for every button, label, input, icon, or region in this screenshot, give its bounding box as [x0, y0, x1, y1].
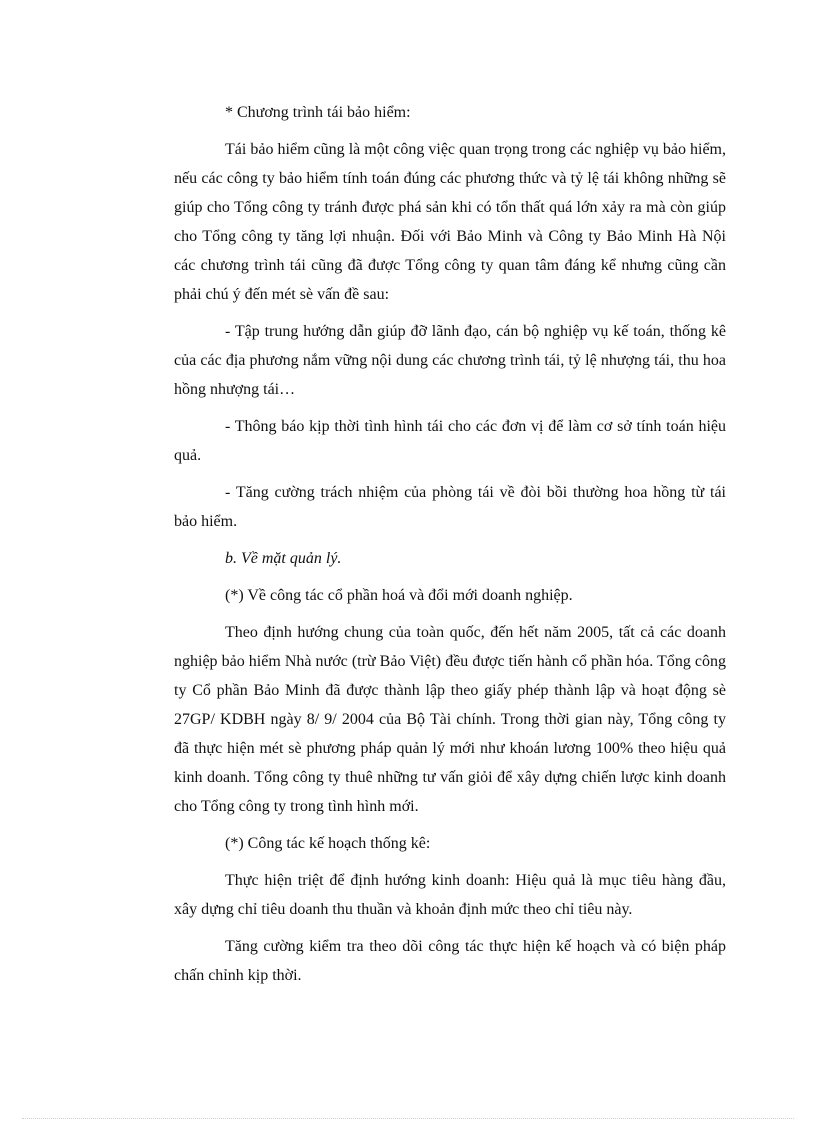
bullet-training: - Tập trung hướng dẫn giúp đỡ lãnh đạo, cán bộ nghiệp vụ kế toán, thống kê của các địa phương nắm vững nội dung các chương trình tái, tỷ lệ nhượng tái, thu hoa hồng nhượng tái… [174, 323, 726, 398]
paragraph-equitization: Theo định hướng chung của toàn quốc, đến hết năm 2005, tất cả các doanh nghiệp bảo hiểm Nhà nước (trừ Bảo Việt) đều được tiến hành cổ phần hóa. Tổng công ty Cổ phần Bảo Minh đã được thành lập theo giấy phép thành lập và hoạt động sè 27GP/ KDBH ngày 8/ 9/ 2004 của Bộ Tài chính. Trong thời gian này, Tổng công ty đã thực hiện mét sè phương pháp quản lý mới như khoán lương 100% theo hiệu quả kinh doanh. Tổng công ty thuê những tư vấn giỏi để xây dựng chiến lược kinh doanh cho Tổng công ty trong tình hình mới. [174, 624, 726, 815]
subheading-equitization: (*) Về công tác cổ phần hoá và đổi mới doanh nghiệp. [225, 587, 573, 604]
page-bottom-divider [22, 1118, 794, 1119]
bullet-responsibility: - Tăng cường trách nhiệm của phòng tái về đòi bồi thường hoa hồng từ tái bảo hiểm. [174, 484, 726, 530]
paragraph-reinsurance-intro: Tái bảo hiểm cũng là một công việc quan trọng trong các nghiệp vụ bảo hiểm, nếu các công ty bảo hiểm tính toán đúng các phương thức và tỷ lệ tái không những sẽ giúp cho Tổng công ty tránh được phá sản khi có tổn thất quá lớn xảy ra mà còn giúp cho Tổng công ty tăng lợi nhuận. Đối với Bảo Minh và Công ty Bảo Minh Hà Nội các chương trình tái cũng đã được Tổng công ty quan tâm đáng kể nhưng cũng cần phải chú ý đến mét sè vấn đề sau: [174, 141, 726, 303]
section-heading-reinsurance: * Chương trình tái bảo hiểm: [225, 104, 411, 121]
paragraph-business-orientation: Thực hiện triệt để định hướng kinh doanh: Hiệu quả là mục tiêu hàng đầu, xây dựng chỉ tiêu doanh thu thuần và khoản định mức theo chỉ tiêu này. [174, 872, 726, 918]
bullet-reporting: - Thông báo kịp thời tình hình tái cho các đơn vị để làm cơ sở tính toán hiệu quả. [174, 418, 726, 464]
subheading-planning-statistics: (*) Công tác kế hoạch thống kê: [225, 835, 431, 852]
subsection-heading-management: b. Về mặt quản lý. [225, 550, 342, 567]
page-content [174, 98, 726, 998]
paragraph-inspection: Tăng cường kiểm tra theo dõi công tác thực hiện kế hoạch và có biện pháp chấn chỉnh kịp thời. [174, 938, 726, 984]
